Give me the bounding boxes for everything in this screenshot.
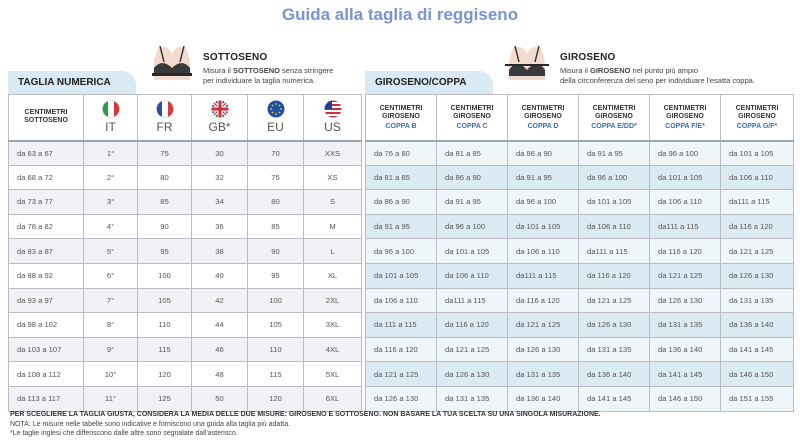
table-cell: da 76 a 80 [366,141,437,166]
table-cell: da 98 a 102 [9,313,84,338]
header-text: CENTIMETRI [663,104,707,112]
table-cell: 8° [84,313,138,338]
table-cell: 5° [84,239,138,264]
table-cell: 120 [138,362,192,387]
table-cell: da 131 a 135 [650,313,721,338]
table-cell: da 91 a 95 [366,214,437,239]
table-cell: da 126 a 130 [508,337,579,362]
footnote-note: NOTA: Le misure nelle tabelle sono indicative e forniscono una guida alla taglia più adatta. [10,421,291,428]
table-row [9,239,362,264]
country-code-fr: FR [156,120,173,135]
header-text: CENTIMETRI [450,104,494,112]
table-cell: da 116 a 120 [579,263,650,288]
table-cell: da 101 a 105 [579,190,650,215]
table-cell: da 96 a 100 [650,141,721,166]
footnote-asterisk: *Le taglie inglesi che differiscono dalle altre sono segnalate dall'asterisco. [10,430,238,437]
page-title: Guida alla taglia di reggiseno [281,5,519,24]
header-text: CENTIMETRI [592,104,636,112]
table-cell: 2XL [304,288,362,313]
sottoseno-desc-line2: per individuare la taglia numerica. [203,76,316,85]
table-cell: da 136 a 140 [650,337,721,362]
table-cell: 3° [84,190,138,215]
table-cell: da 131 a 135 [721,288,794,313]
table-cell: 30 [192,141,248,166]
table-cell: da 101 a 105 [650,165,721,190]
table-cell: 75 [248,165,304,190]
header-it [84,95,138,141]
giroseno-info [560,52,755,86]
table-cell: da 116 a 120 [650,239,721,264]
table-cell: da 126 a 130 [579,313,650,338]
table-cell: da 141 a 145 [579,386,650,411]
country-code-gb: GB* [208,120,231,135]
table-cell: da 141 a 145 [721,337,794,362]
table-cell: 120 [248,386,304,411]
table-row [366,313,794,338]
table-cell: da 151 a 155 [721,386,794,411]
header-text: CENTIMETRI [735,104,779,112]
header-cup-column [508,95,579,141]
table-cell: 5XL [304,362,362,387]
table-cell: da111 a 115 [437,288,508,313]
header-eu [248,95,304,141]
table-cell: 48 [192,362,248,387]
table-cell: 100 [248,288,304,313]
sottoseno-info [203,52,333,86]
table-cell: da 121 a 125 [366,362,437,387]
table-cell: 50 [192,386,248,411]
table-cell: 4° [84,214,138,239]
table-cell: da 136 a 140 [579,362,650,387]
table-cell: 80 [138,165,192,190]
table-cell: 11° [84,386,138,411]
table-cell: da 146 a 150 [650,386,721,411]
table-cell: da 103 a 107 [9,337,84,362]
table-cell: 38 [192,239,248,264]
table-cell: da 111 a 115 [366,313,437,338]
table-cell: da 73 a 77 [9,190,84,215]
table-row [9,190,362,215]
cup-label: COPPA E/DD* [591,122,637,130]
table-cell: da 121 a 125 [721,239,794,264]
table-cell: L [304,239,362,264]
table-cell: da 78 a 82 [9,214,84,239]
table-cell: da 101 a 105 [721,141,794,166]
table-cell: da 141 a 145 [650,362,721,387]
cup-size-tab: GIROSENO/COPPA [365,71,493,95]
table-cell: 100 [138,263,192,288]
table-cell: 115 [248,362,304,387]
table-cell: 80 [248,190,304,215]
table-cell: da 106 a 110 [508,239,579,264]
table-cell: da 101 a 105 [437,239,508,264]
table-cell: da 96 a 100 [437,214,508,239]
table-cell: 36 [192,214,248,239]
table-cell: da 121 a 125 [437,337,508,362]
france-flag-icon [156,100,174,118]
table-row [9,263,362,288]
table-cell: XL [304,263,362,288]
table-cell: da 93 a 97 [9,288,84,313]
header-text: GIROSENO [453,112,491,120]
table-cell: 44 [192,313,248,338]
header-centimetri-sottoseno [9,95,84,141]
giroseno-desc-prefix: Misura il [560,66,591,75]
cup-label: COPPA F/E* [665,122,705,130]
table-cell: 95 [138,239,192,264]
table-row [366,362,794,387]
table-cell: 85 [138,190,192,215]
giroseno-description [560,66,755,86]
table-row [366,141,794,166]
table-cell: da 81 a 85 [437,141,508,166]
table-cell: da111 a 115 [508,263,579,288]
header-us [304,95,362,141]
table-row [366,386,794,411]
table-cell: 7° [84,288,138,313]
table-cell: da 106 a 110 [721,165,794,190]
table-cell: da 121 a 125 [508,313,579,338]
header-text: GIROSENO [382,112,420,120]
header-fr [138,95,192,141]
table-cell: da 131 a 135 [579,337,650,362]
table-cell: da 126 a 130 [366,386,437,411]
table-cell: M [304,214,362,239]
header-cup-column [579,95,650,141]
table-row [366,190,794,215]
eu-flag-icon [267,100,285,118]
table-row [9,214,362,239]
table-cell: 105 [248,313,304,338]
table-cell: 125 [138,386,192,411]
table-cell: da 116 a 120 [721,214,794,239]
table-cell: da 126 a 130 [721,263,794,288]
table-cell: 3XL [304,313,362,338]
table-cell: da 126 a 130 [437,362,508,387]
table-cell: 46 [192,337,248,362]
giroseno-desc-suffix: nel punto più ampio [630,66,699,75]
table-cell: da 101 a 105 [508,214,579,239]
cup-label: COPPA B [385,122,417,130]
header-gb [192,95,248,141]
cup-label: COPPA G/F* [736,122,778,130]
country-code-eu: EU [267,120,284,135]
table-cell: da 91 a 95 [508,165,579,190]
table-cell: 110 [138,313,192,338]
cup-label: COPPA C [456,122,488,130]
table-cell: da 116 a 120 [366,337,437,362]
table-cell: 75 [138,141,192,166]
sottoseno-heading: SOTTOSENO [203,52,268,63]
uk-flag-icon [211,100,229,118]
cup-size-table [365,94,794,412]
country-code-us: US [324,120,341,135]
table-cell: da 91 a 95 [437,190,508,215]
table-row [9,165,362,190]
table-cell: 110 [248,337,304,362]
header-text: GIROSENO [666,112,704,120]
table-cell: da 86 a 90 [508,141,579,166]
table-cell: da 113 a 117 [9,386,84,411]
header-cup-column [366,95,437,141]
table-cell: da111 a 115 [650,214,721,239]
table-cell: da 106 a 110 [366,288,437,313]
bust-bra-icon [503,40,551,82]
table-cell: da 91 a 95 [579,141,650,166]
table-cell: 95 [248,263,304,288]
table-cell: 40 [192,263,248,288]
table-cell: da 106 a 110 [650,190,721,215]
table-cell: da111 a 115 [721,190,794,215]
header-cup-column [650,95,721,141]
table-cell: 115 [138,337,192,362]
table-cell: da 126 a 130 [650,288,721,313]
table-cell: da 136 a 140 [721,313,794,338]
table-cell: 34 [192,190,248,215]
table-cell: da 131 a 135 [508,362,579,387]
footnote-main: PER SCEGLIERE LA TAGLIA GIUSTA, CONSIDERA LA MEDIA DELLE DUE MISURE: GIROSENO E SOTTOSENO. NON BASARE LA TUA SCELTA SU UNA SINGOLA MISURAZIONE. [10,411,601,418]
table-cell: da 81 a 85 [366,165,437,190]
table-row [9,288,362,313]
table-cell: 9° [84,337,138,362]
table-cell: 85 [248,214,304,239]
header-cup-column [437,95,508,141]
table-cell: da111 a 115 [579,239,650,264]
giroseno-heading: GIROSENO [560,52,616,63]
table-cell: da 146 a 150 [721,362,794,387]
table-cell: 90 [248,239,304,264]
table-row [9,141,362,166]
table-row [9,337,362,362]
table-cell: 1° [84,141,138,166]
cup-label: COPPA D [527,122,559,130]
table-cell: da 86 a 90 [437,165,508,190]
table-row [366,214,794,239]
table-cell: da 96 a 100 [366,239,437,264]
numeric-size-table [8,94,362,412]
giroseno-desc-bold: GIROSENO [590,66,631,75]
table-cell: XS [304,165,362,190]
sottoseno-desc-prefix: Misura il [203,66,234,75]
table-row [366,288,794,313]
table-cell: da 106 a 110 [579,214,650,239]
table-row [366,337,794,362]
underbust-bra-icon [148,40,196,82]
sottoseno-desc-bold: SOTTOSENO [233,66,280,75]
table-row [366,263,794,288]
italy-flag-icon [102,100,120,118]
sottoseno-description [203,66,333,86]
table-cell: da 88 a 92 [9,263,84,288]
table-cell: da 108 a 112 [9,362,84,387]
table-cell: da 86 a 90 [366,190,437,215]
header-text: CENTIMETRI [379,104,423,112]
table-cell: XXS [304,141,362,166]
table-row [366,165,794,190]
table-cell: da 116 a 120 [437,313,508,338]
table-cell: da 96 a 100 [579,165,650,190]
table-cell: 6° [84,263,138,288]
table-cell: da 121 a 125 [579,288,650,313]
table-cell: 6XL [304,386,362,411]
table-cell: 10° [84,362,138,387]
table-row [366,239,794,264]
header-text: GIROSENO [595,112,633,120]
table-cell: da 136 a 140 [508,386,579,411]
numeric-size-tab: TAGLIA NUMERICA [8,71,136,95]
header-text: CENTIMETRI [521,104,565,112]
table-cell: da 106 a 110 [437,263,508,288]
us-flag-icon [324,100,342,118]
table-cell: 90 [138,214,192,239]
sottoseno-desc-suffix: senza stringere [279,66,334,75]
table-cell: da 131 a 135 [437,386,508,411]
header-line2: SOTTOSENO [24,117,68,125]
country-code-it: IT [105,120,116,135]
giroseno-desc-line2: della circonferenza del seno per individuare l'esatta coppa. [560,76,755,85]
table-cell: 70 [248,141,304,166]
table-cell: da 68 a 72 [9,165,84,190]
table-cell: S [304,190,362,215]
table-row [9,313,362,338]
table-cell: 105 [138,288,192,313]
header-text: GIROSENO [738,112,776,120]
table-row [9,386,362,411]
table-cell: da 96 a 100 [508,190,579,215]
table-cell: 2° [84,165,138,190]
table-cell: da 121 a 125 [650,263,721,288]
table-row [9,362,362,387]
table-cell: 32 [192,165,248,190]
table-cell: da 83 a 87 [9,239,84,264]
header-line1: CENTIMETRI [24,109,68,117]
table-cell: 4XL [304,337,362,362]
table-cell: da 63 a 67 [9,141,84,166]
table-cell: 42 [192,288,248,313]
table-cell: da 116 a 120 [508,288,579,313]
header-cup-column [721,95,794,141]
table-cell: da 101 a 105 [366,263,437,288]
header-text: GIROSENO [524,112,562,120]
